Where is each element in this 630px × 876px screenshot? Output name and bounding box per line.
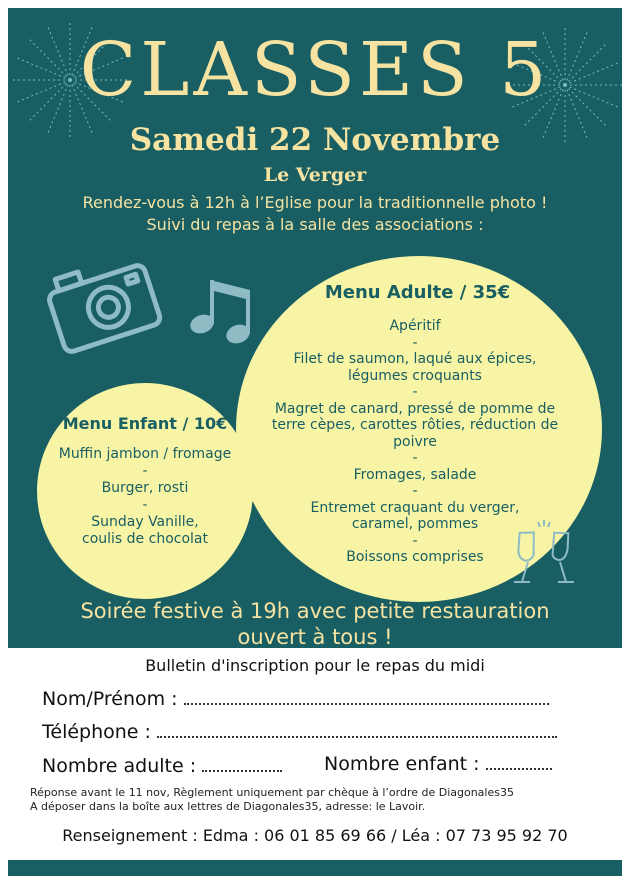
soiree-announcement [0,598,630,650]
phone-label: Téléphone : [42,721,151,743]
menu-adult-item: Entremet craquant du verger, [310,499,520,516]
menu-adult-separator: - [412,450,418,466]
menu-adult-heading: Menu Adulte / 35€ [324,282,511,303]
menu-adult-item: poivre [393,433,437,450]
menu-adult-item: caramel, pommes [351,516,479,532]
bottom-bar [8,860,622,876]
menu-adult-separator: - [412,483,418,499]
intro-line-1: Rendez-vous à 12h à l’Eglise pour la traditionnelle photo ! [82,193,548,212]
music-note-icon [186,268,256,348]
phone-dotted-line[interactable] [157,722,557,738]
form-title: Bulletin d'inscription pour le repas du midi [145,656,485,675]
menu-child-separator: - [142,497,148,513]
menu-adult-item: Magret de canard, pressé de pomme de [274,400,556,417]
intro-line-2: Suivi du repas à la salle des associations : [146,215,484,234]
child-count-field[interactable] [324,753,552,775]
soiree-line-1: Soirée festive à 19h avec petite restauration [80,599,550,623]
reply-note: Réponse avant le 11 nov, Règlement uniquement par chèque à l’ordre de Diagonales35 [30,786,514,799]
menu-adult-separator: - [412,384,418,400]
menu-adult-separator: - [412,334,418,351]
contact-info: Renseignement : Edma : 06 01 85 69 66 / Léa : 07 73 95 92 70 [62,826,568,845]
phone-field[interactable] [42,721,557,743]
adult-count-label: Nombre adulte : [42,755,197,777]
menu-adult-item: Apéritif [389,318,441,334]
menu-adult-item: Boissons comprises [346,549,484,565]
menu-child-items [40,446,250,548]
menu-child-item: Sunday Vanille, [91,514,199,530]
menu-adult-item: Fromages, salade [353,466,477,483]
menu-adult-separator: - [412,532,418,549]
event-place: Le Verger [263,164,367,186]
menu-child-separator: - [142,463,148,479]
menu-adult-item: légumes croquants [348,367,482,384]
event-date: Samedi 22 Novembre [129,122,501,158]
adult-count-dotted-line[interactable] [202,756,282,772]
menu-child-item: Burger, rosti [101,480,189,496]
drop-off-note: A déposer dans la boîte aux lettres de Diagonales35, adresse: le Lavoir. [30,800,426,813]
poster-title: CLASSES 5 [79,27,551,113]
menu-adult-item: terre cèpes, carottes rôties, réduction de [271,417,559,433]
name-label: Nom/Prénom : [42,688,178,710]
name-dotted-line[interactable] [184,689,549,705]
camera-icon [40,245,170,355]
child-count-dotted-line[interactable] [486,754,552,770]
soiree-line-2: ouvert à tous ! [237,625,393,649]
champagne-glasses-icon [504,518,584,588]
menu-child-item: coulis de chocolat [82,531,208,547]
menu-child-item: Muffin jambon / fromage [58,446,232,462]
child-count-label: Nombre enfant : [324,753,480,775]
name-field[interactable] [42,688,549,710]
menu-child-heading: Menu Enfant / 10€ [62,414,228,433]
adult-count-field[interactable] [42,755,282,777]
menu-adult-item: Filet de saumon, laqué aux épices, [293,351,537,367]
